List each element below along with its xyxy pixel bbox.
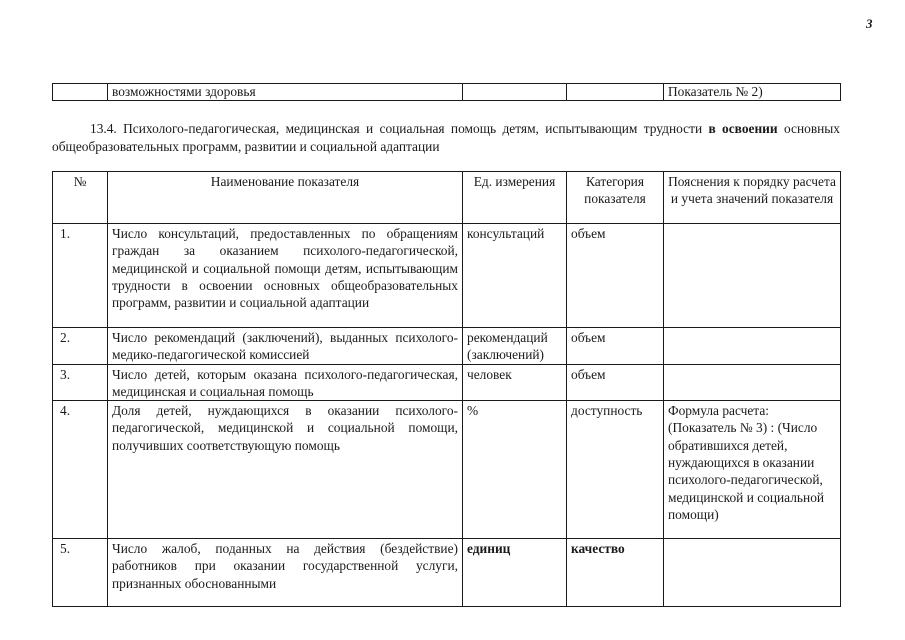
row-category: объем (567, 364, 664, 401)
row-num: 1. (53, 224, 108, 328)
row-num: 3. (53, 364, 108, 401)
header-notes: Пояснения к порядку расчета и учета значений показателя (664, 172, 841, 224)
row-notes: Формула расчета: (Показатель № 3) : (Число обратившихся детей, нуждающихся в оказании психолого-педагогической, медицинской и социальной помощи) (664, 401, 841, 539)
row-unit: рекомендаций (заключений) (463, 328, 567, 365)
row-name: Число рекомендаций (заключений), выданных психолого-медико-педагогической комиссией (108, 328, 463, 365)
row-name: Число жалоб, поданных на действия (бездействие) работников при оказании государственной услуги, признанных обоснованными (108, 539, 463, 607)
indicators-table (52, 171, 841, 607)
section-title-end: основных общеобразовательных программ, развитии и социальной адаптации (52, 121, 840, 154)
row-notes (664, 539, 841, 607)
row-notes (664, 224, 841, 328)
header-unit: Ед. измерения (463, 172, 567, 224)
header-num: № (53, 172, 108, 224)
row-category: объем (567, 328, 664, 365)
section-heading (52, 120, 840, 156)
row-name: Число детей, которым оказана психолого-педагогическая, медицинская и социальная помощь (108, 364, 463, 401)
row-notes (664, 364, 841, 401)
table-row (53, 224, 841, 328)
row-unit: единиц (463, 539, 567, 607)
cell-notes: Показатель № 2) (664, 84, 841, 101)
row-unit: % (463, 401, 567, 539)
row-name: Доля детей, нуждающихся в оказании психолого-педагогической, медицинской и социальной помощи, получивших соответствующую помощь (108, 401, 463, 539)
cell-num (53, 84, 108, 101)
table-row (53, 364, 841, 401)
row-num: 5. (53, 539, 108, 607)
row-unit: человек (463, 364, 567, 401)
table-row (53, 84, 841, 101)
section-title-bold: в освоении (708, 121, 778, 136)
row-category: объем (567, 224, 664, 328)
row-notes (664, 328, 841, 365)
cell-unit (463, 84, 567, 101)
row-name: Число консультаций, предоставленных по обращениям граждан за оказанием психолого-педагогической, медицинской и социальной помощи детям, испытывающим трудности в освоении основных общеобразовательных программ, развитии и социальной адаптации (108, 224, 463, 328)
cell-name: возможностями здоровья (108, 84, 463, 101)
row-category: доступность (567, 401, 664, 539)
row-num: 2. (53, 328, 108, 365)
header-category: Категория показателя (567, 172, 664, 224)
section-title: Психолого-педагогическая, медицинская и социальная помощь детям, испытывающим трудности (123, 121, 703, 136)
page-number: 3 (866, 16, 873, 31)
header-name: Наименование показателя (108, 172, 463, 224)
previous-table-tail (52, 83, 841, 101)
table-header-row (53, 172, 841, 224)
section-number: 13.4. (90, 121, 117, 136)
table-row (53, 539, 841, 607)
cell-category (567, 84, 664, 101)
row-category: качество (567, 539, 664, 607)
row-unit: консультаций (463, 224, 567, 328)
table-row (53, 328, 841, 365)
row-num: 4. (53, 401, 108, 539)
table-row (53, 401, 841, 539)
